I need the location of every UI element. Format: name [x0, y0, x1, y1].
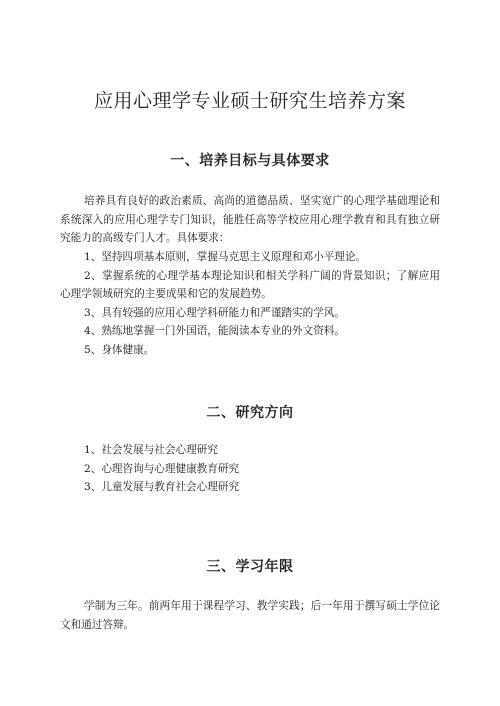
- section-heading-research: 二、研究方向: [206, 405, 294, 421]
- goals-requirements-list: [60, 248, 440, 360]
- list-item: 1、坚持四项基本原则，掌握马克思主义原理和邓小平理论。: [84, 251, 367, 263]
- section-heading-goals: 一、培养目标与具体要求: [170, 153, 330, 169]
- list-item: 5、身体健康。: [84, 343, 155, 356]
- list-item: 3、儿童发展与教育社会心理研究: [84, 481, 240, 494]
- document-title: 应用心理学专业硕士研究生培养方案: [93, 90, 406, 112]
- section-duration-text: 学制为三年。前两年用于课程学习、教学实践；后一年用于撰写硕士学位论文和通过答辩。: [60, 600, 440, 631]
- list-item: 2、心理咨询与心理健康教育研究: [84, 462, 240, 475]
- list-item: 1、社会发展与社会心理研究: [84, 444, 218, 456]
- list-item: 3、具有较强的应用心理学科研能力和严谨踏实的学风。: [84, 306, 345, 319]
- research-directions-list: [60, 441, 440, 497]
- section-goals-intro: 培养具有良好的政治素质、高尚的道德品质、坚实宽广的心理学基础理论和系统深入的应用心理学专门知识，能胜任高等学校应用心理学教育和具有独立研究能力的高级专门人才。具体要求：: [60, 195, 440, 245]
- list-item: 2、掌握系统的心理学基本理论知识和相关学科广阔的背景知识；了解应用心理学领域研究的主要成果和它的发展趋势。: [60, 269, 440, 301]
- list-item: 4、熟练地掌握一门外国语，能阅读本专业的外文资料。: [84, 325, 345, 338]
- section-heading-duration: 三、学习年限: [206, 559, 294, 575]
